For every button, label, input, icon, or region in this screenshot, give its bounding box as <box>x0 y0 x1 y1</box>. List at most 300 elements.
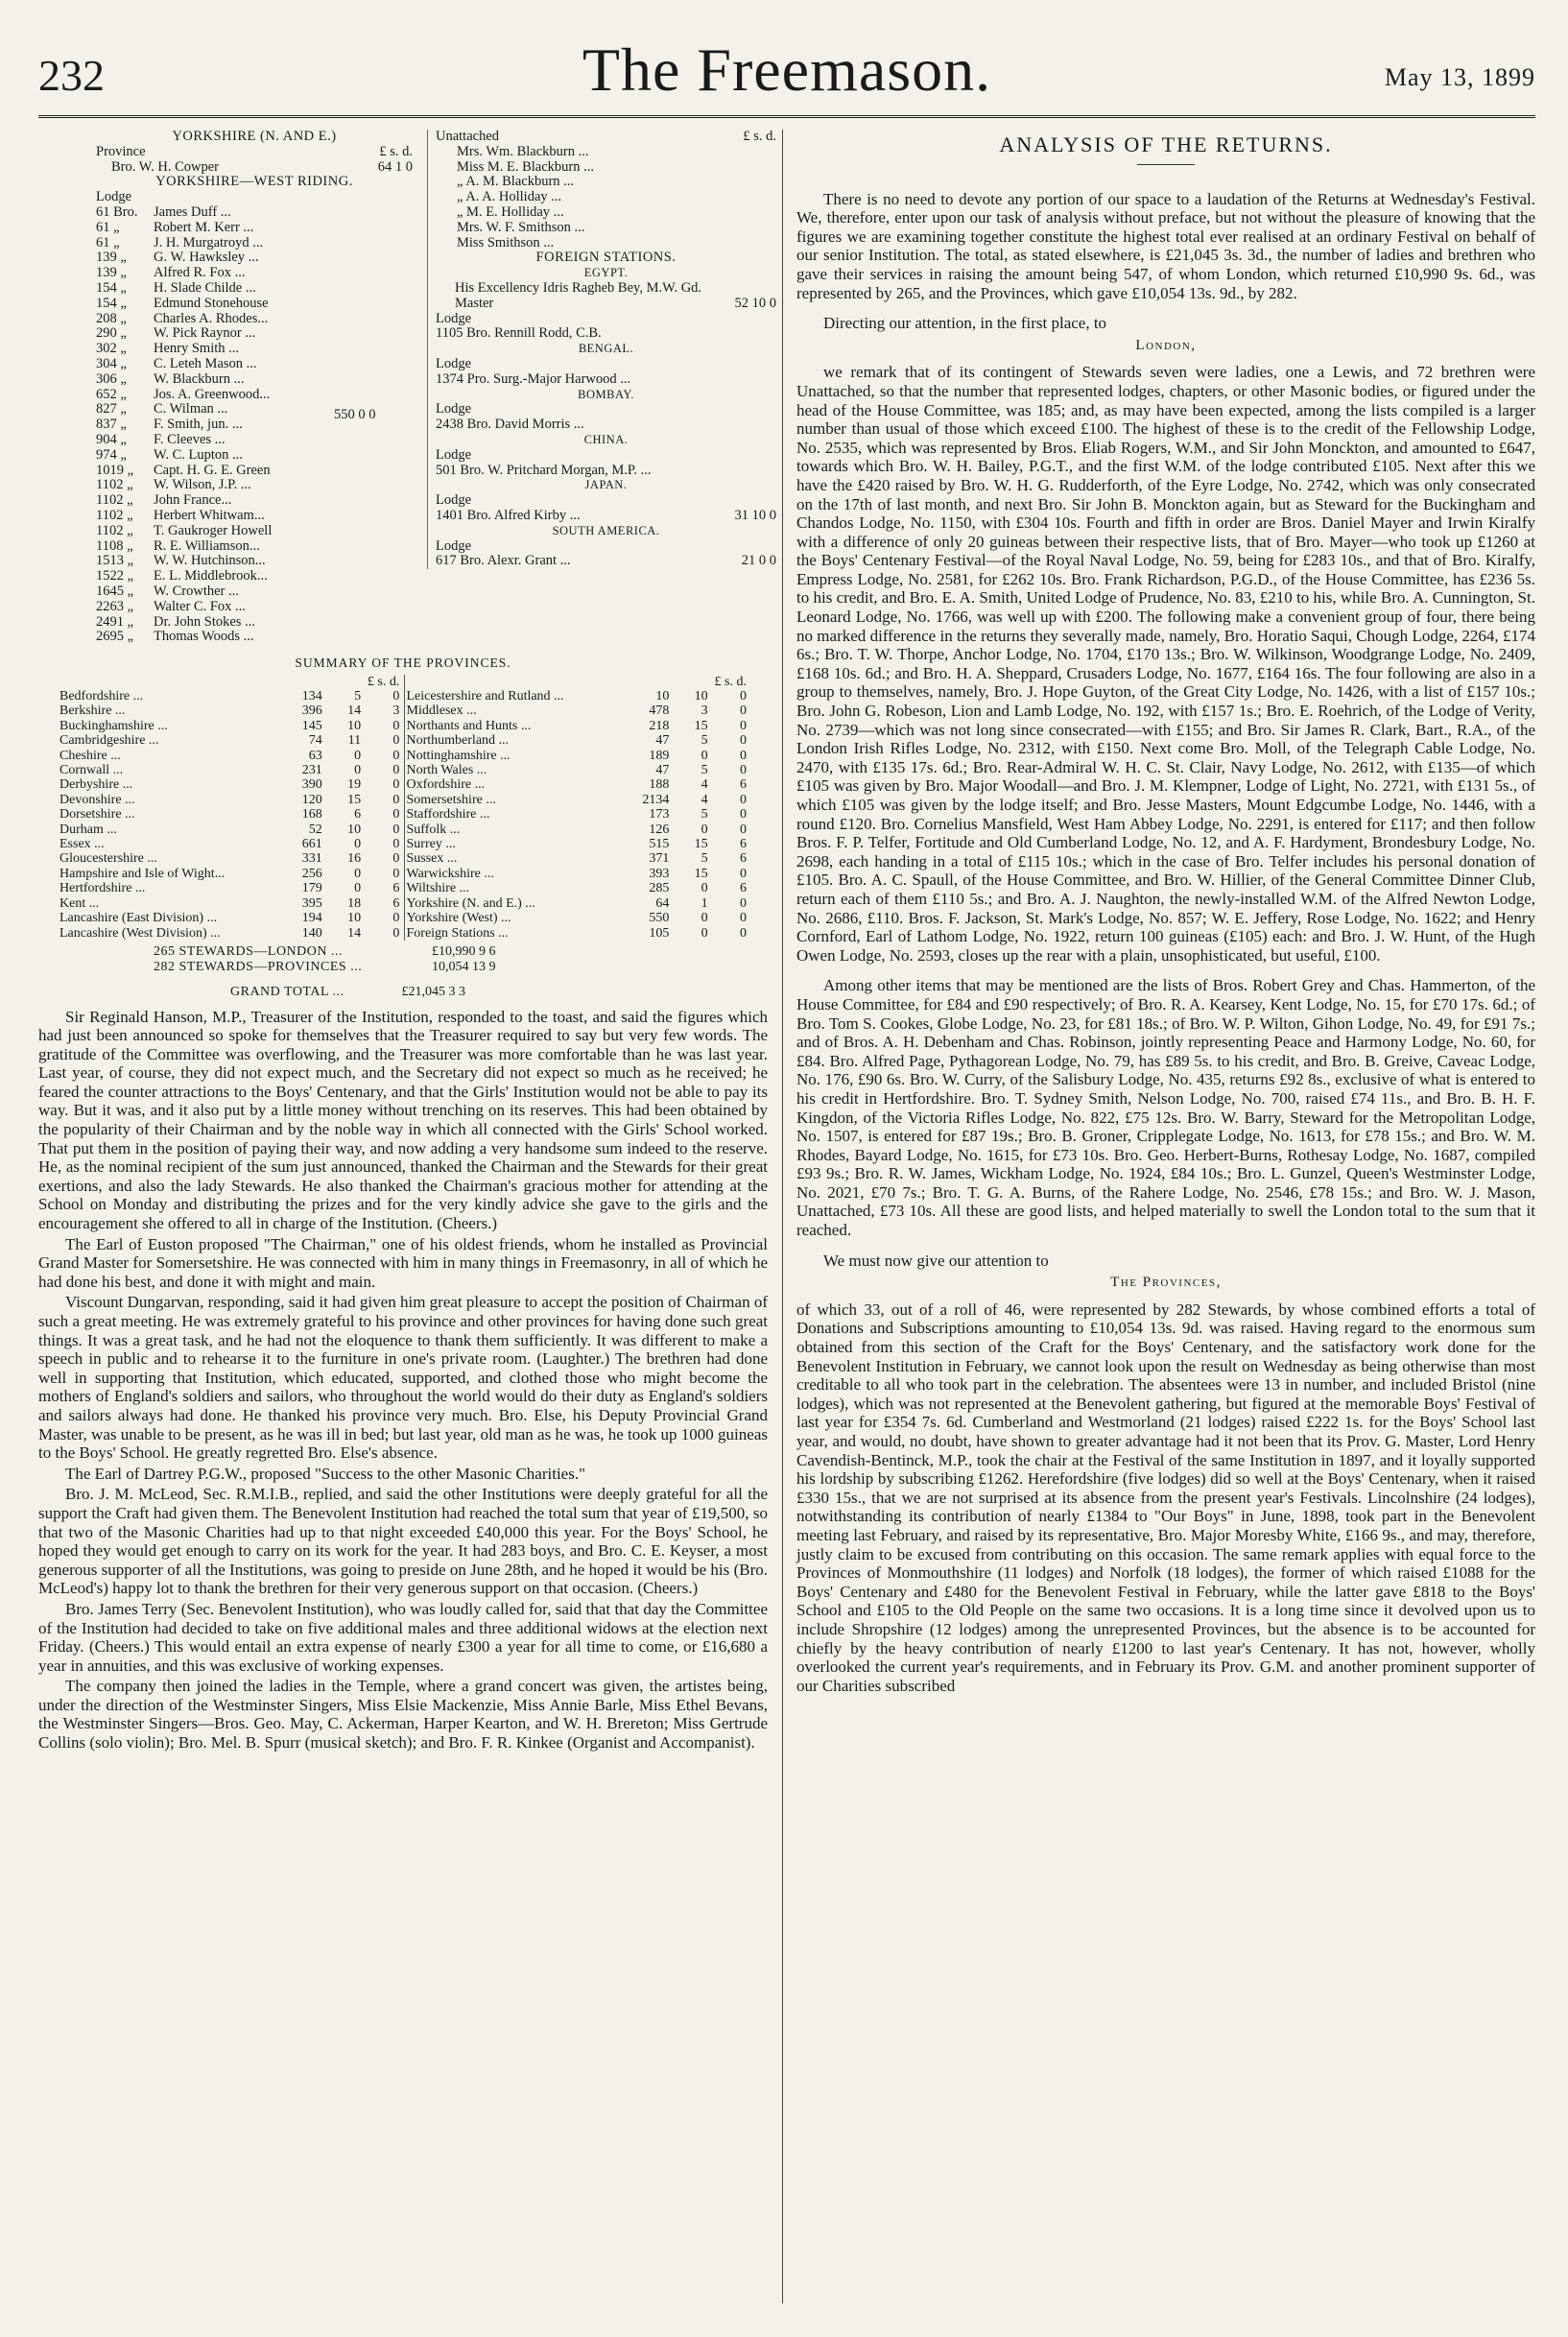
pounds: 189 <box>649 748 670 763</box>
paragraph: Sir Reginald Hanson, M.P., Treasurer of the Institution, responded to the toast, and said the figures which had just been announced so spoke for themselves that the Treasurer required to say but very few words. The gratitude of the Committee was overflowing, and the Treasurer was more comfortable than he was last year. Last year, of course, they did not expect much, and the Secretary did not expect so much as he received; he feared the counter attractions to the Boys' Centenary, and that the Girls' Institution would not be able to pay its way. But it was, and it also put by a little money without trenching on its reserves. This had been obtained by the popularity of their Chairman and by the noble way in which all connected with the Girls' School worked. That put them in the position of paying their way, and now adding a very handsome sum indeed to the reserve. He, as the nominal recipient of the sum just announced, thanked the Chairman and the Stewards for their great exertions, and also the lady Stewards. He also thanked the Chairman's gracious mother for attending at the School on Monday and distributing the prizes and for the very kindly advice she gave to the girls and the encouragement she offered to all in charge of the Institution. (Cheers.) <box>38 1007 768 1233</box>
pence: 0 <box>740 792 747 807</box>
summary-row <box>58 851 748 866</box>
province-name: Gloucestershire ... <box>59 851 157 867</box>
steward-name: R. E. Williamson... <box>154 538 260 554</box>
pounds: 396 <box>301 703 322 719</box>
province-name: Leicestershire and Rutland ... <box>406 689 564 703</box>
steward-row <box>96 281 413 297</box>
pounds: 120 <box>301 792 322 807</box>
amount-head: £ s. d. <box>367 674 400 689</box>
pounds: 47 <box>655 763 670 778</box>
pounds: 173 <box>649 807 670 823</box>
steward-name: James Duff ... <box>154 204 231 220</box>
pence: 3 <box>392 703 400 719</box>
province-name: Cheshire ... <box>59 748 121 763</box>
pounds: 395 <box>301 895 322 911</box>
steward-name: W. W. Hutchinson... <box>154 554 266 569</box>
lodge-number: 154 „ <box>96 279 127 296</box>
lodge-number: 139 „ <box>96 265 127 281</box>
south-america-amount: 21 0 0 <box>741 553 776 569</box>
shillings: 15 <box>694 866 708 881</box>
grand-total-amount: £21,045 3 3 <box>401 984 466 999</box>
steward-name: W. Pick Raynor ... <box>154 326 256 342</box>
summary-row <box>58 719 748 733</box>
stewards-lists <box>38 129 776 648</box>
steward-name: Walter C. Fox ... <box>154 599 246 614</box>
egypt-entry: His Excellency Idris Ragheb Bey, M.W. Gd. Master <box>455 280 702 311</box>
province-name: Staffordshire ... <box>406 807 490 823</box>
province-name: Cambridgeshire ... <box>59 733 159 749</box>
paragraph: The company then joined the ladies in the Temple, where a grand concert was given, the artistes being, under the direction of the Westminster Singers, Miss Elsie Mackenzie, Miss Annie Barle, Miss Ethel Bevans, the Westminster Singers—Bros. Geo. May, C. Ackerman, Harper Kearton, and W. H. Brereton; Miss Gertrude Collins (solo violin); Bro. Mel. B. Spurr (musical sketch); and Bro. F. R. Kinkee (Organist and Accompanist). <box>38 1677 768 1753</box>
steward-row <box>96 464 413 479</box>
province-name: Bedfordshire ... <box>59 689 144 703</box>
province-name: Northants and Hunts ... <box>406 718 532 733</box>
steward-row <box>96 205 413 221</box>
unattached-label: Unattached <box>436 130 500 144</box>
steward-row <box>96 388 413 403</box>
unattached-steward: „ A. M. Blackburn ... <box>457 174 575 190</box>
shillings: 18 <box>347 895 362 911</box>
column-rule <box>782 130 783 2303</box>
pounds: 64 <box>655 895 670 911</box>
pounds: 218 <box>649 718 670 733</box>
province-name: Hampshire and Isle of Wight... <box>59 866 226 881</box>
lodge-number: 61 „ <box>96 234 120 250</box>
unattached-steward: Mrs. W. F. Smithson ... <box>457 219 585 235</box>
shillings: 0 <box>354 837 362 852</box>
shillings: 10 <box>694 689 708 703</box>
pence: 0 <box>740 866 747 881</box>
province-name: Nottinghamshire ... <box>406 748 511 763</box>
pence: 0 <box>740 925 747 941</box>
steward-row <box>96 236 413 251</box>
province-name: Berkshire ... <box>59 703 126 719</box>
shillings: 6 <box>354 807 362 823</box>
bombay-entry: 2438 Bro. David Morris ... <box>436 417 584 433</box>
lodge-number: 306 „ <box>96 370 127 387</box>
lodge-number: 2263 „ <box>96 598 134 614</box>
shillings: 5 <box>354 689 362 703</box>
unattached-foreign-list <box>427 130 776 569</box>
lodge-number: 904 „ <box>96 431 127 447</box>
amount-head: £ s. d. <box>743 129 776 144</box>
province-name: Kent ... <box>59 895 100 911</box>
south-america-heading: SOUTH AMERICA. <box>552 523 660 537</box>
shillings: 0 <box>354 881 362 896</box>
spacer <box>796 966 1535 976</box>
shillings: 4 <box>701 777 708 793</box>
province-name: North Wales ... <box>406 763 487 778</box>
province-name: Foreign Stations ... <box>406 925 509 941</box>
paragraph: The Earl of Euston proposed "The Chairman," one of his oldest friends, whom he installed as Provincial Grand Master for Somersetshire. He was connected with him in many things in Freemasonry, in all of which he had done his best, and done it with might and main. <box>38 1234 768 1291</box>
pounds: 188 <box>649 777 670 793</box>
province-name: Yorkshire (N. and E.) ... <box>406 895 535 911</box>
steward-name: T. Gaukroger Howell <box>154 523 273 538</box>
lodge-number: 1102 „ <box>96 492 133 509</box>
lodge-number: 208 „ <box>96 310 127 326</box>
lodge-number: 1513 „ <box>96 553 134 569</box>
pounds: 661 <box>301 837 322 852</box>
province-name: Essex ... <box>59 837 105 852</box>
foreign-heading: FOREIGN STATIONS. <box>535 250 677 266</box>
egypt-lodge: 1105 Bro. Rennill Rodd, C.B. <box>436 325 602 342</box>
province-name: Devonshire ... <box>59 792 135 807</box>
shillings: 15 <box>347 792 362 807</box>
pence: 0 <box>740 895 747 911</box>
pounds: 550 <box>649 911 670 926</box>
summary-body <box>58 675 748 941</box>
steward-name: Robert M. Kerr ... <box>154 220 254 235</box>
steward-row <box>96 509 413 524</box>
summary-row <box>58 703 748 718</box>
steward-row <box>96 342 413 357</box>
steward-row <box>96 569 413 584</box>
shillings: 15 <box>694 837 708 852</box>
steward-row <box>96 584 413 600</box>
pounds: 231 <box>301 763 322 778</box>
paragraph: Bro. J. M. McLeod, Sec. R.M.I.B., replied, and said the other Institutions were deeply grateful for all the support the Craft had given them. The Benevolent Institution had reached the total sum that year of £19,500, so that two of the Masonic Charities had up to that night exceeded £40,000 this year. For the Boys' School, he hoped they would get enough to carry on its work for the year. It had 283 boys, and Bro. C. E. Keyser, a most generous supporter of all the Institutions, was going to preside on June 28th, and he hoped it would be his (Bro. McLeod's) happy lot to thank the brethren for their very generous support on that occasion. (Cheers.) <box>38 1485 768 1598</box>
steward-name: Jos. A. Greenwood... <box>154 387 271 402</box>
china-entry: 501 Bro. W. Pritchard Morgan, M.P. ... <box>436 462 652 478</box>
yorkshire-ne-heading: YORKSHIRE (N. AND E.) <box>172 129 337 144</box>
japan-entry: 1401 Bro. Alfred Kirby ... <box>436 508 581 523</box>
pounds: 140 <box>301 925 322 941</box>
pounds: 168 <box>301 807 322 823</box>
pence: 0 <box>740 733 747 749</box>
london-label: 265 STEWARDS—LONDON ... <box>154 943 343 959</box>
china-heading: CHINA. <box>583 432 629 446</box>
steward-name: G. W. Hawksley ... <box>154 250 259 266</box>
provinces-amount: 10,054 13 9 <box>432 959 496 974</box>
province-name: Somersetshire ... <box>406 792 496 807</box>
pence: 6 <box>392 895 400 911</box>
stewards-totals <box>154 944 768 975</box>
unattached-steward: Miss M. E. Blackburn ... <box>457 158 594 175</box>
shillings: 14 <box>347 703 362 719</box>
steward-row <box>96 630 413 645</box>
steward-name: Herbert Whitwam... <box>154 508 265 523</box>
steward-row <box>96 297 413 312</box>
province-name: Lancashire (West Division) ... <box>59 925 221 941</box>
shillings: 10 <box>347 718 362 733</box>
shillings: 11 <box>347 733 362 749</box>
south-america-row <box>436 554 776 569</box>
unattached-steward: „ A. A. Holliday ... <box>457 189 562 205</box>
lodge-label: Lodge <box>436 401 472 417</box>
summary-row <box>58 777 748 792</box>
steward-name: Thomas Woods ... <box>154 630 254 645</box>
pence: 0 <box>392 733 400 749</box>
paragraph: Among other items that may be mentioned are the lists of Bros. Robert Grey and Chas. Hammerton, of the House Committee, for £84 and £90 respectively; of Bro. R. A. Kearsey, Kent Lodge, No. 15, for £70 17s. 6d.; of Bro. Tom S. Cookes, Globe Lodge, No. 23, for £81 18s.; of Bro. W. P. Wilton, Gihon Lodge, No. 49, for £91 7s.; and of Bros. A. H. Debenham and Chas. Robinson, jointly representing Peace and Harmony Lodge, No. 60, for £84. Bro. Alfred Page, Pythagorean Lodge, No. 79, has £89 5s. to his credit, and Bro. B. Greive, Caveac Lodge, No. 176, £90 6s. Bro. W. Curry, of the Salisbury Lodge, No. 435, returns £92 8s., exclusive of what is entered to his credit in Hertfordshire. Bro. T. Sydney Smith, Nelson Lodge, No. 700, raised £74 11s., and Bro. B. H. F. Kingdon, of the Victoria Rifles Lodge, No. 822, £75 12s. Bro. W. Barry, Steward for the Metropolitan Lodge, No. 1507, is entered for £87 19s.; Bro. B. Groner, Cripplegate Lodge, No. 1613, for £78 15s.; and Bro. W. M. Rhodes, Bayard Lodge, No. 1615, for £73 10s. Bro. Geo. Herbert-Burns, Rothesay Lodge, No. 1687, compiled £93 9s.; Bro. R. W. James, Wickham Lodge, No. 1924, £84 10s.; Bro. L. Gunzel, Queen's Westminster Lodge, No. 2021, £70 7s.; Bro. T. G. A. Burns, of the Rahere Lodge, No. 2546, £78 15s.; and Bro. W. J. Mason, Unattached, £73 10s. All these are good lists, and helped materially to swell the London total to the sum that it reached. <box>796 976 1535 1240</box>
province-name: Yorkshire (West) ... <box>406 911 511 926</box>
shillings: 3 <box>701 703 708 719</box>
pounds: 47 <box>655 733 670 749</box>
shillings: 10 <box>347 911 362 926</box>
shillings: 0 <box>701 881 708 896</box>
masthead <box>38 29 1535 118</box>
shillings: 5 <box>701 733 708 749</box>
pounds: 393 <box>649 866 670 881</box>
steward-name: W. Wilson, J.P. ... <box>154 478 251 493</box>
steward-name: W. Crowther ... <box>154 584 239 599</box>
pounds: 145 <box>301 718 322 733</box>
pounds: 105 <box>649 925 670 941</box>
lodge-number: 837 „ <box>96 417 127 433</box>
pounds: 52 <box>308 822 322 837</box>
shillings: 10 <box>347 822 362 837</box>
summary-heading: SUMMARY OF THE PROVINCES. <box>295 656 511 670</box>
province-label: Province <box>96 144 146 159</box>
lodge-number: 1019 „ <box>96 462 134 478</box>
lodge-number: 1522 „ <box>96 568 134 584</box>
steward-row <box>96 312 413 327</box>
yorkshire-west-total: 550 0 0 <box>334 407 376 422</box>
pence: 0 <box>740 763 747 778</box>
steward-row <box>96 493 413 509</box>
province-name: Suffolk ... <box>406 822 461 837</box>
lodge-label: Lodge <box>436 492 472 509</box>
grand-total-label: GRAND TOTAL ... <box>230 984 344 999</box>
egypt-heading: EGYPT. <box>583 266 629 280</box>
shillings: 1 <box>701 895 708 911</box>
province-name: Sussex ... <box>406 851 458 867</box>
yorkshire-west-heading: YORKSHIRE—WEST RIDING. <box>155 174 353 190</box>
summary-row <box>58 911 748 925</box>
pence: 0 <box>392 718 400 733</box>
lodge-number: 61 „ <box>96 219 120 235</box>
lodge-number: 302 „ <box>96 341 127 357</box>
shillings: 5 <box>701 763 708 778</box>
lodge-number: 61 Bro. <box>96 203 138 220</box>
steward-name: H. Slade Childe ... <box>154 280 256 296</box>
lodge-number: 1108 „ <box>96 537 133 554</box>
steward-row <box>96 615 413 631</box>
issue-date: May 13, 1899 <box>1384 63 1535 91</box>
yorkshire-west-rows <box>96 205 413 645</box>
london-amount: £10,990 9 6 <box>432 943 496 959</box>
pounds: 2134 <box>642 792 670 807</box>
paragraph: of which 33, out of a roll of 46, were represented by 282 Stewards, by whose combined efforts a total of Donations and Subscriptions amounting to £10,054 13s. 9d. was raised. Having regard to the enormous sum obtained from this section of the Craft for the Boys' Centenary, and the satisfactory work done for the Benevolent Institution in February, we cannot look upon the result on Wednesday as being otherwise than most creditable to all who took part in the celebration. The absentees were 13 in number, and included Bristol (nine lodges), which was not represented at the Benevolent gathering, but figured at the memorable Boys' Festival of last year for £354 7s. 6d. Cumberland and Westmorland (21 lodges) raised £222 1s. for the Boys' School last year, and would, no doubt, have shown to greater advantage had it not been that its Prov. G. Master, Lord Henry Cavendish-Bentinck, M.P., took the chair at the Festival of the same Institution in 1897, and it loyally supported his lordship by subscribing £1262. Herefordshire (five lodges) did so well at the Boys' Centenary, when it raised £330 15s., that we are not surprised at its absence from the present year's Festivals. Lincolnshire (24 lodges), notwithstanding its contribution of nearly £1384 to "Our Boys" in June, 1898, took part in the Benevolent meeting last February, and raised by its representative, Bro. Major Moresby White, £166 9s., and may, therefore, justly claim to be excused from contributing on this occasion. The same remark applies with equal force to the Provinces of Monmouthshire (11 lodges) and Norfolk (18 lodges), the former of which raised £1088 for the Boys' Centenary and £480 for the Benevolent Festival in February, while the latter gave £818 to the Boys' School and £105 to the Old People on the same two occasions. It is a long time since it devolved upon us to include Shropshire (12 lodges) among the unrepresented Provinces, but the absence is to be accounted for chiefly by the heavy contribution of nearly £1200 to last year's Centenary. It has not, however, wholly overlooked the current year's requirements, and in February its Prov. G.M. and another prominent supporter of our Charities subscribed <box>796 1300 1535 1695</box>
summary-head-row <box>58 675 748 689</box>
lodge-label: Lodge <box>436 446 472 463</box>
steward-name: F. Smith, jun. ... <box>154 417 243 433</box>
steward-row <box>96 478 413 493</box>
lodge-label: Lodge <box>436 355 472 371</box>
yorkshire-ne-entry <box>96 160 413 176</box>
shillings: 0 <box>701 911 708 926</box>
egypt-amount: 52 10 0 <box>734 295 776 311</box>
pence: 0 <box>740 807 747 823</box>
unattached-steward: Miss Smithson ... <box>457 234 555 250</box>
pence: 6 <box>392 881 400 896</box>
steward-name: W. C. Lupton ... <box>154 447 243 463</box>
lodge-label: Lodge <box>96 189 132 205</box>
yorkshire-lists <box>96 130 413 645</box>
steward-name: Dr. John Stokes ... <box>154 614 255 630</box>
japan-row <box>436 509 776 524</box>
pounds: 74 <box>308 733 322 749</box>
london-subheading: London, <box>1135 337 1197 353</box>
summary-row <box>58 749 748 763</box>
lodge-number: 1645 „ <box>96 583 134 599</box>
shillings: 0 <box>701 822 708 837</box>
unattached-steward: „ M. E. Holliday ... <box>457 203 564 220</box>
pence: 6 <box>740 837 747 852</box>
unattached-steward: Mrs. Wm. Blackburn ... <box>457 143 589 159</box>
lodge-number: 1102 „ <box>96 477 133 493</box>
steward-name: C. Leteh Mason ... <box>154 356 257 371</box>
pence: 0 <box>740 689 747 703</box>
spacer-cell <box>58 675 286 689</box>
heading-rule <box>1137 164 1195 165</box>
unattached-rows <box>436 145 776 251</box>
province-name: Dorsetshire ... <box>59 807 135 823</box>
summary-row <box>58 807 748 822</box>
london-total-row <box>154 944 768 960</box>
pounds: 10 <box>655 689 670 703</box>
summary-row <box>58 896 748 911</box>
pounds: 371 <box>649 851 670 867</box>
entry-amount: 64 1 0 <box>377 158 413 175</box>
steward-name: E. L. Middlebrook... <box>154 569 268 584</box>
pence: 0 <box>740 703 747 719</box>
grand-total <box>230 983 768 1002</box>
lodge-number: 2491 „ <box>96 613 134 630</box>
pence: 6 <box>740 881 747 896</box>
steward-name: Henry Smith ... <box>154 342 240 357</box>
pounds: 390 <box>301 777 322 793</box>
lodge-label: Lodge <box>436 310 472 326</box>
province-name: Middlesex ... <box>406 703 477 719</box>
steward-name: W. Blackburn ... <box>154 371 245 387</box>
summary-row <box>58 837 748 851</box>
steward-row <box>96 448 413 464</box>
summary-row <box>58 823 748 837</box>
steward-name: Alfred R. Fox ... <box>154 266 246 281</box>
province-name: Cornwall ... <box>59 763 124 778</box>
shillings: 0 <box>354 763 362 778</box>
bombay-heading: BOMBAY. <box>578 387 634 401</box>
summary-row <box>58 733 748 748</box>
shillings: 0 <box>354 866 362 881</box>
spacer-cell <box>404 675 632 689</box>
shillings: 14 <box>347 925 362 941</box>
pence: 0 <box>392 807 400 823</box>
lodge-number: 974 „ <box>96 446 127 463</box>
province-name: Wiltshire ... <box>406 881 470 896</box>
steward-name: Edmund Stonehouse <box>154 296 269 311</box>
right-column <box>796 130 1535 1697</box>
paragraph: Bro. James Terry (Sec. Benevolent Institution), who was loudly called for, said that that day the Committee of the Institution had decided to take on five additional males and three additional widows at the election next Friday. (Cheers.) This would entail an extra expense of nearly £300 a year for all time to come, or £16,680 a year in annuities, and this was exclusive of working expenses. <box>38 1599 768 1675</box>
pounds: 126 <box>649 822 670 837</box>
provinces-subheading: The Provinces, <box>1110 1275 1222 1291</box>
pounds: 179 <box>301 881 322 896</box>
steward-name: C. Wilman ... <box>154 402 228 417</box>
paragraph: Directing our attention, in the first place, to <box>823 314 1107 333</box>
province-name: Lancashire (East Division) ... <box>59 911 218 926</box>
entry-name: Bro. W. H. Cowper <box>111 159 219 175</box>
shillings: 4 <box>701 792 708 807</box>
pounds: 515 <box>649 837 670 852</box>
pence: 0 <box>740 911 747 926</box>
steward-row <box>96 554 413 569</box>
province-name: Warwickshire ... <box>406 866 494 881</box>
pence: 6 <box>740 777 747 793</box>
shillings: 0 <box>701 925 708 941</box>
left-column <box>38 129 776 1754</box>
lodge-number: 139 „ <box>96 250 127 266</box>
pounds: 194 <box>301 911 322 926</box>
steward-row <box>96 326 413 342</box>
pence: 6 <box>740 851 747 867</box>
pence: 0 <box>392 792 400 807</box>
pence: 0 <box>392 689 400 703</box>
shillings: 5 <box>701 851 708 867</box>
amount-head: £ s. d. <box>714 674 747 689</box>
steward-name: Charles A. Rhodes... <box>154 311 269 326</box>
steward-name: F. Cleeves ... <box>154 432 226 447</box>
province-name: Buckinghamshire ... <box>59 718 168 733</box>
province-name: Oxfordshire ... <box>406 777 486 793</box>
steward-row <box>96 600 413 615</box>
shillings: 16 <box>347 851 362 867</box>
spacer <box>796 1242 1535 1252</box>
steward-name: John France... <box>154 493 232 509</box>
steward-row <box>96 539 413 555</box>
pounds: 63 <box>308 748 322 763</box>
province-name: Derbyshire ... <box>59 777 133 793</box>
paragraph: We must now give our attention to <box>823 1251 1049 1270</box>
steward-row <box>96 250 413 266</box>
province-name: Northumberland ... <box>406 733 510 749</box>
summary-row <box>58 793 748 807</box>
pounds: 478 <box>649 703 670 719</box>
paragraph: Viscount Dungarvan, responding, said it had given him great pleasure to accept the position of Chairman of such a great meeting. He was extremely grateful to his province and other provinces for having done such great things. It was a great task, and he had not the eloquence to thank them sufficiently. It was different to make a speech in public and to rehearse it to the furniture in one's private room. (Laughter.) The brethren had done well in supporting that Institution, which educated, supported, and clothed those who might become the mothers of England's soldiers and sailors, who throughout the world would do their duty as England's soldiers and sailors always had done. He thanked his province very much. Bro. Else, his Deputy Provincial Grand Master, was unable to be present, as he was ill in bed; but last year, old man as he was, he took up 1000 guineas to the Boys' School. He greatly regretted Bro. Else's absence. <box>38 1293 768 1463</box>
province-name: Hertfordshire ... <box>59 881 146 896</box>
steward-row <box>96 524 413 539</box>
provinces-label: 282 STEWARDS—PROVINCES ... <box>154 959 363 974</box>
lodge-number: 290 „ <box>96 325 127 342</box>
pence: 0 <box>392 925 400 941</box>
pence: 0 <box>392 748 400 763</box>
summary-table <box>58 675 748 941</box>
lodge-number: 1102 „ <box>96 522 133 538</box>
shillings: 19 <box>347 777 362 793</box>
page-number: 232 <box>38 51 105 100</box>
pounds: 285 <box>649 881 670 896</box>
paragraph: we remark that of its contingent of Stewards seven were ladies, one a Lewis, and 72 brethren were Unattached, so that the number that represented lodges, chapters, or other Masonic bodies, or figured under the head of the House Committee, was 185; and, as may have been expected, among the lists compiled is a larger number than usual of those which exceed £100. The highest of these is to the credit of the Fellowship Lodge, No. 2535, which was represented by Bros. Eliab Rogers, W.M., and Sir John Monckton, and amounted to £647, towards which Bro. W. H. Bailey, P.G.T., and the first W.M. of the lodge contributed £105. Next after this we have the £420 raised by Bro. W. H. G. Rudderforth, of the Eyre Lodge, No. 2742, which was only consecrated on the 17th of last month, and next Bro. Sir John B. Monckton again, but as Steward for the Buckingham and Chandos Lodge, No. 1150, with £304 10s. Fourth and fifth in order are Bros. Daniel Mayer and Irwin Kiralfy with a difference of only 20 guineas between their respective lists, that of Bro. Mayer—who took up £1260 at the Boys' Centenary Festival—of the Royal Naval Lodge, No. 59, being for £283 10s., and that of Bro. Kiralfy, Empress Lodge, No. 2581, for £262 10s. Bro. Frank Richardson, P.G.D., of the House Committee, has £236 5s. to his credit, and Bro. E. A. Smith, United Lodge of Prudence, No. 83, £210 to his, while Bro. A. Cunnington, St. Leonard Lodge, No. 1766, was well up with £200. The following make a convenient group of four, there being no marked difference in the returns they severally made, namely, Bro. Horatio Saqui, Chough Lodge, 2264, £174 6s.; Bro. T. W. Thorpe, Anchor Lodge, No. 1704, £170 13s.; Bro. W. Wilkinson, Woodgrange Lodge, No. 2409, £168 10s. 6d.; and Bro. H. A. Sheppard, Crusaders Lodge, No. 1677, £164 16s. The four following are also in a group to themselves, namely, Bro. J. Hope Guyton, of the Great City Lodge, No. 1426, with a list of £157 10s.; Bro. John G. Robeson, Lion and Lamb Lodge, No. 192, with £157 1s.; Bro. E. Roehrich, of the Lodge of Verity, No. 2739—which was not long since consecrated—with £155; and Bro. Sir James R. Clark, Bart., R.A., of the London Irish Rifles Lodge, No. 2312, with £150. Next come Bro. Moll, of the Telegraph Cable Lodge, No. 2470, with £135 17s. 6d.; Bro. Rear-Admiral W. H. C. St. Clair, Navy Lodge, No. 2612, with £135—of which £105 was given by Bro. Major Woodall—and Bro. J. M. Klempner, Lodge of Light, No. 2721, with £131 5s., of which £105 was given by the lodge itself; and Bro. Jesse Masters, Mount Edgcumbe Lodge, No. 1446, with a round £120. Bro. Cornelius Mansfield, West Ham Abbey Lodge, No. 2291, is entered for £117; and then follow Bros. F. P. Telfer, Fortitude and Old Cumberland Lodge, No. 12, and A. F. Hardyment, Brondesbury Lodge, No. 2698, each handing in a total of £115 10s.; which in the case of Bro. Telfer includes his personal donation of £105. Bro. A. C. Spaull, of the House Committee, and Bro. W. Hillier, of the General Committee Dinner Club, return each of them £110 5s.; and Bro. A. J. Naughton, the newly-installed W.M. of the Alfred Newton Lodge, No. 2686, £110. Bros. F. Jackson, St. Mark's Lodge, No. 857; W. E. Jeffery, Rose Lodge, No. 1622; and Henry Cornford, Earl of Lathom Lodge, No. 1922, return 100 guineas (£105) each: and Bro. J. W. Hunt, of the Hugh Owen Lodge, No. 2593, closes up the rear with a plain, unsophisticated, but useful, £100. <box>796 363 1535 965</box>
bengal-entry: 1374 Pro. Surg.-Major Harwood ... <box>436 370 631 387</box>
steward-name: Capt. H. G. E. Green <box>154 463 271 478</box>
japan-amount: 31 10 0 <box>734 507 776 523</box>
pounds: 256 <box>301 866 322 881</box>
steward-row <box>96 372 413 388</box>
summary-row <box>58 763 748 777</box>
egypt-row <box>436 281 776 312</box>
pence: 0 <box>392 822 400 837</box>
steward-row <box>96 221 413 236</box>
lodge-label: Lodge <box>436 537 472 554</box>
summary-row <box>58 926 748 941</box>
spacer <box>796 304 1535 314</box>
summary-row <box>58 881 748 895</box>
newspaper-page <box>38 29 1535 2313</box>
pounds: 331 <box>301 851 322 867</box>
summary-row <box>58 867 748 881</box>
summary-row <box>58 689 748 703</box>
unattached-row <box>436 130 776 145</box>
bengal-heading: BENGAL. <box>578 342 634 356</box>
